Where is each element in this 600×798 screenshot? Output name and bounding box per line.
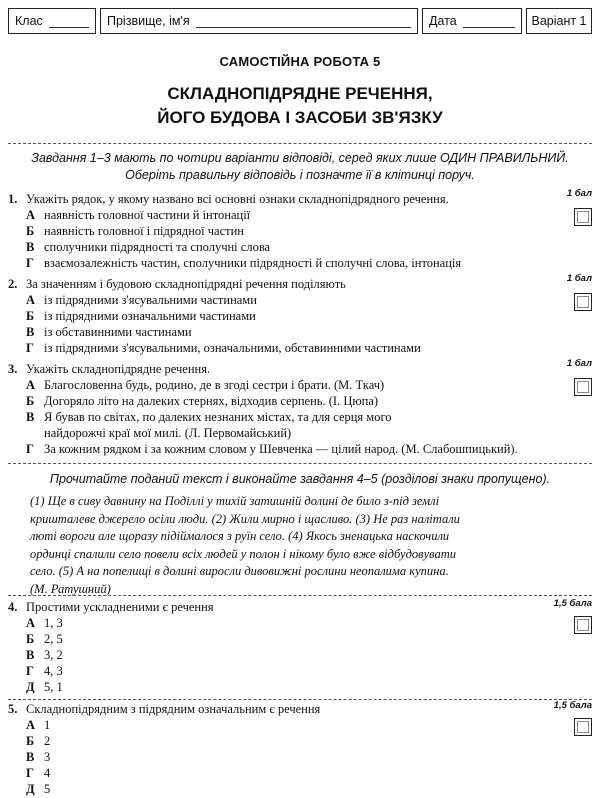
points-label: 1 бал xyxy=(566,358,592,369)
option-text: Я бував по світах, по далеких незнаних містах, та для серця мого xyxy=(44,410,392,424)
option-d xyxy=(26,664,63,679)
option-b xyxy=(26,734,50,749)
reading-text xyxy=(30,493,570,598)
divider xyxy=(8,699,592,700)
option-letter: Г xyxy=(26,341,34,355)
option-letter: Б xyxy=(26,632,35,646)
option-d xyxy=(26,442,518,457)
option-text: 4, 3 xyxy=(44,664,63,678)
option-letter: Г xyxy=(26,442,34,456)
question-stem: Простими ускладненими є речення xyxy=(26,600,214,614)
option-c xyxy=(26,648,63,663)
topic-title xyxy=(0,82,600,130)
date-line xyxy=(463,15,515,28)
option-letter: Д xyxy=(26,782,35,796)
option-letter: А xyxy=(26,293,36,307)
option-text: 2 xyxy=(44,734,51,748)
option-text: Догоряло літо на далеких стернях, відходив серпень. (І. Цюпа) xyxy=(44,394,379,408)
option-text: 1, 3 xyxy=(44,616,63,630)
option-d xyxy=(26,341,421,356)
instructions-line-1: Завдання 1–3 мають по чотири варіанти відповіді, серед яких лише ОДИН ПРАВИЛЬНИЙ. xyxy=(31,151,569,165)
option-text: із обставинними частинами xyxy=(44,325,192,339)
name-label: Прізвище, ім'я xyxy=(107,14,190,28)
option-letter: В xyxy=(26,750,35,764)
variant-box xyxy=(526,8,592,34)
option-letter: В xyxy=(26,410,35,424)
option-letter: В xyxy=(26,325,35,339)
option-text: наявність головної і підрядної частин xyxy=(44,224,244,238)
answer-checkbox-1[interactable] xyxy=(574,208,592,226)
option-letter: А xyxy=(26,718,36,732)
question-number: 1. xyxy=(8,192,18,206)
option-b xyxy=(26,394,378,409)
option-text: із підрядними з'ясувальними, означальними, обставинними частинами xyxy=(44,341,421,355)
question-3 xyxy=(8,362,594,458)
option-letter: Б xyxy=(26,394,35,408)
option-b xyxy=(26,224,244,239)
option-a xyxy=(26,718,50,733)
answer-checkbox-3[interactable] xyxy=(574,378,592,396)
text-line: (1) Ще в сиву давнину на Поділлі у тихій затишній долині де било з-під землі xyxy=(30,494,440,508)
date-label: Дата xyxy=(429,14,457,28)
option-c xyxy=(26,410,392,440)
option-text: За кожним рядком і за кожним словом у Шевченка — цілий народ. (М. Слабошпицький). xyxy=(44,442,518,456)
question-stem: Укажіть рядок, у якому названо всі основні ознаки складнопідрядного речення. xyxy=(26,192,449,206)
option-letter: Г xyxy=(26,256,34,270)
option-letter: А xyxy=(26,378,36,392)
points-label: 1,5 бала xyxy=(553,598,592,609)
date-field[interactable] xyxy=(422,8,522,34)
option-text: із підрядними з'ясувальними частинами xyxy=(44,293,257,307)
option-text: 4 xyxy=(44,766,51,780)
option-text: із підрядними означальними частинами xyxy=(44,309,256,323)
option-letter: В xyxy=(26,648,35,662)
option-letter: Б xyxy=(26,734,35,748)
class-line xyxy=(49,15,89,28)
text-line: село. (5) А на попелищі в долині виросли дивовижні рослини неопалима купина. xyxy=(30,564,449,578)
instructions-line-2: Оберіть правильну відповідь і позначте її в клітинці поруч. xyxy=(125,168,475,182)
question-4 xyxy=(8,600,594,696)
option-text: 5, 1 xyxy=(44,680,63,694)
option-text: 2, 5 xyxy=(44,632,63,646)
question-number: 4. xyxy=(8,600,18,614)
option-text: сполучники підрядності та сполучні слова xyxy=(44,240,271,254)
option-c xyxy=(26,240,270,255)
option-a xyxy=(26,208,250,223)
divider xyxy=(8,463,592,464)
topic-line-1: СКЛАДНОПІДРЯДНЕ РЕЧЕННЯ, xyxy=(167,84,433,103)
question-5 xyxy=(8,702,594,798)
option-text: 5 xyxy=(44,782,51,796)
text-line: (М. Ратушний) xyxy=(30,581,111,596)
option-a xyxy=(26,293,257,308)
question-2 xyxy=(8,277,594,357)
class-label: Клас xyxy=(15,14,43,28)
divider xyxy=(8,143,592,144)
option-text: Благословенна будь, родино, де в згоді сестри і брати. (М. Ткач) xyxy=(44,378,385,392)
option-letter: Б xyxy=(26,309,35,323)
option-e xyxy=(26,680,63,695)
question-stem: Укажіть складнопідрядне речення. xyxy=(26,362,211,376)
answer-checkbox-2[interactable] xyxy=(574,293,592,311)
question-number: 2. xyxy=(8,277,18,291)
answer-checkbox-5[interactable] xyxy=(574,718,592,736)
text-line: ординці спалили село повели всіх людей у полон і нікому було вже відбудовувати xyxy=(30,546,456,561)
text-line: кришталеве джерело осіли люди. (2) Жили мирно і щасливо. (3) Не раз налітали xyxy=(30,511,460,526)
option-letter: В xyxy=(26,240,35,254)
option-text: взаємозалежність частин, сполучники підрядності й сполучні слова, інтонація xyxy=(44,256,462,270)
name-field[interactable] xyxy=(100,8,418,34)
question-stem: За значенням і будовою складнопідрядні речення поділяють xyxy=(26,277,346,291)
option-text: 3, 2 xyxy=(44,648,63,662)
points-label: 1 бал xyxy=(566,273,592,284)
work-title: САМОСТІЙНА РОБОТА 5 xyxy=(219,54,381,69)
option-c xyxy=(26,325,192,340)
option-letter: Г xyxy=(26,766,34,780)
question-number: 3. xyxy=(8,362,18,376)
option-text: 1 xyxy=(44,718,51,732)
option-a xyxy=(26,616,63,631)
points-label: 1 бал xyxy=(566,188,592,199)
option-d xyxy=(26,766,50,781)
option-c xyxy=(26,750,50,765)
question-stem: Складнопідрядним з підрядним означальним є речення xyxy=(26,702,321,716)
option-text: 3 xyxy=(44,750,51,764)
option-letter: А xyxy=(26,616,36,630)
topic-line-2: ЙОГО БУДОВА І ЗАСОБИ ЗВ'ЯЗКУ xyxy=(157,108,443,127)
points-label: 1,5 бала xyxy=(553,700,592,711)
option-letter: Б xyxy=(26,224,35,238)
question-number: 5. xyxy=(8,702,18,716)
option-letter: А xyxy=(26,208,36,222)
instructions xyxy=(20,150,580,184)
option-a xyxy=(26,378,384,393)
option-text: наявність головної частини й інтонації xyxy=(44,208,251,222)
option-b xyxy=(26,632,63,647)
variant-label: Варіант 1 xyxy=(531,14,587,28)
option-d xyxy=(26,256,461,271)
name-line xyxy=(196,15,411,28)
option-b xyxy=(26,309,256,324)
question-1 xyxy=(8,192,594,272)
answer-checkbox-4[interactable] xyxy=(574,616,592,634)
option-text-cont: найдорожчі краї мої милі. (Л. Первомайський) xyxy=(44,426,292,440)
class-field[interactable] xyxy=(8,8,96,34)
option-e xyxy=(26,782,50,797)
option-letter: Д xyxy=(26,680,35,694)
text-task-instruction: Прочитайте поданий текст і виконайте завдання 4–5 (розділові знаки пропущено). xyxy=(49,472,551,486)
text-line: люті вороги але щоразу підіймалося з руїн село. (4) Якось зненацька наскочили xyxy=(30,529,450,543)
divider xyxy=(8,595,592,596)
option-letter: Г xyxy=(26,664,34,678)
